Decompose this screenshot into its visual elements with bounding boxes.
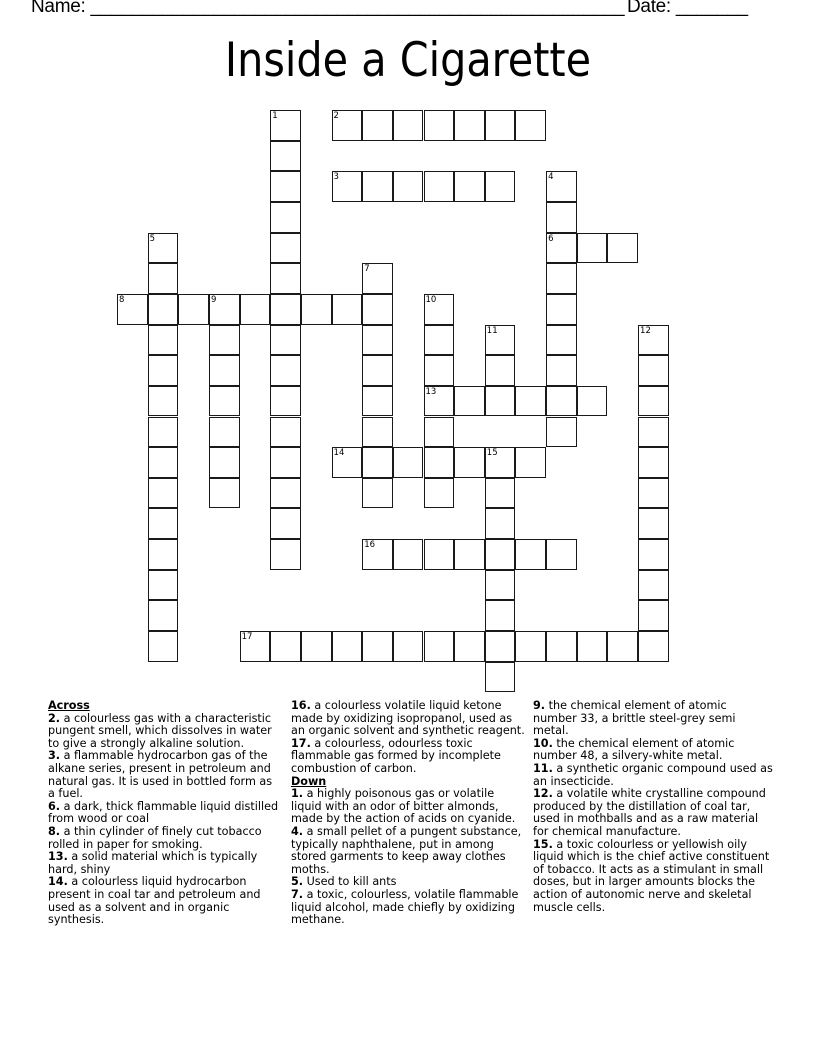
- grid-cell[interactable]: [546, 294, 577, 325]
- grid-cell[interactable]: [301, 294, 332, 325]
- clue-number: 3.: [48, 749, 61, 763]
- clue-number: 7.: [291, 887, 304, 901]
- clue-number: 6.: [48, 799, 61, 813]
- cell-number: 10: [425, 294, 437, 305]
- grid-cell[interactable]: [515, 110, 546, 141]
- grid-cell[interactable]: [424, 386, 455, 417]
- clue-number: 13.: [48, 850, 68, 864]
- clue-number: 4.: [291, 824, 304, 838]
- grid-cell[interactable]: [546, 202, 577, 233]
- grid-cell[interactable]: [638, 631, 669, 662]
- grid-cell[interactable]: [393, 110, 424, 141]
- clue-number: 8.: [48, 824, 61, 838]
- cell-number: 1: [272, 111, 278, 121]
- grid-cell[interactable]: [485, 171, 516, 202]
- grid-cell[interactable]: [485, 478, 516, 509]
- grid-cell[interactable]: [485, 386, 516, 417]
- cell-number: 11: [486, 325, 498, 336]
- grid-cell[interactable]: [362, 171, 393, 202]
- name-field-label: Name: ____________________________________________________: [31, 0, 625, 17]
- grid-cell[interactable]: [209, 417, 240, 448]
- grid-cell[interactable]: [638, 539, 669, 570]
- grid-cell[interactable]: [362, 417, 393, 448]
- grid-cell[interactable]: [270, 631, 301, 662]
- clue-number: 15.: [533, 837, 553, 851]
- grid-cell[interactable]: [638, 386, 669, 417]
- cell-number: 16: [364, 540, 376, 551]
- clue-across-8: [48, 826, 280, 851]
- cell-number: 7: [364, 264, 370, 275]
- grid-cell[interactable]: [424, 110, 455, 141]
- grid-cell[interactable]: [148, 508, 179, 539]
- grid-cell[interactable]: [240, 631, 271, 662]
- grid-cell[interactable]: [362, 539, 393, 570]
- grid-cell[interactable]: [301, 631, 332, 662]
- grid-cell[interactable]: [209, 447, 240, 478]
- grid-cell[interactable]: [270, 478, 301, 509]
- clue-down-7: [291, 889, 527, 927]
- grid-cell[interactable]: [424, 539, 455, 570]
- clue-down-11: [533, 763, 773, 788]
- grid-cell[interactable]: [362, 325, 393, 356]
- clues-column-1: [48, 700, 280, 927]
- grid-cell[interactable]: [362, 110, 393, 141]
- grid-cell[interactable]: [485, 355, 516, 386]
- grid-cell[interactable]: [148, 325, 179, 356]
- grid-cell[interactable]: [424, 478, 455, 509]
- grid-cell[interactable]: [485, 539, 516, 570]
- grid-cell[interactable]: [515, 539, 546, 570]
- clue-across-13: [48, 851, 280, 876]
- grid-cell[interactable]: [209, 294, 240, 325]
- grid-cell[interactable]: [454, 539, 485, 570]
- clue-number: 12.: [533, 787, 553, 801]
- date-field-label: Date: _______: [627, 0, 748, 17]
- grid-cell[interactable]: [424, 325, 455, 356]
- grid-cell[interactable]: [178, 294, 209, 325]
- cell-number: 2: [333, 111, 339, 121]
- grid-cell[interactable]: [424, 631, 455, 662]
- grid-cell[interactable]: [454, 110, 485, 141]
- cell-number: 13: [425, 386, 437, 397]
- clues-column-2: [291, 700, 527, 927]
- grid-cell[interactable]: [332, 294, 363, 325]
- grid-cell[interactable]: [454, 171, 485, 202]
- grid-cell[interactable]: [607, 233, 638, 264]
- clue-text: a toxic colourless or yellowish oily liquid which is the chief active constituent of tobacco. It acts as a stimulant in small doses, but in larger amounts blocks the action of autonomic nerve and skeletal muscle cells.: [533, 837, 770, 914]
- clue-number: 2.: [48, 711, 61, 725]
- grid-cell[interactable]: [485, 508, 516, 539]
- grid-cell[interactable]: [424, 355, 455, 386]
- clue-number: 14.: [48, 875, 68, 889]
- grid-cell[interactable]: [638, 447, 669, 478]
- clue-down-4: [291, 826, 527, 876]
- clue-text: a colourless liquid hydrocarbon present in coal tar and petroleum and used as a solvent and in organic synthesis.: [48, 875, 261, 927]
- grid-cell[interactable]: [270, 294, 301, 325]
- clue-number: 11.: [533, 761, 553, 775]
- grid-cell[interactable]: [148, 294, 179, 325]
- grid-cell[interactable]: [546, 417, 577, 448]
- grid-cell[interactable]: [148, 355, 179, 386]
- grid-cell[interactable]: [362, 447, 393, 478]
- grid-cell[interactable]: [546, 171, 577, 202]
- grid-cell[interactable]: [485, 110, 516, 141]
- grid-cell[interactable]: [270, 202, 301, 233]
- grid-cell[interactable]: [393, 631, 424, 662]
- grid-cell[interactable]: [362, 355, 393, 386]
- grid-cell[interactable]: [362, 294, 393, 325]
- clue-across-2: [48, 713, 280, 751]
- grid-cell[interactable]: [148, 417, 179, 448]
- grid-cell[interactable]: [332, 110, 363, 141]
- grid-cell[interactable]: [638, 600, 669, 631]
- cell-number: 4: [548, 172, 554, 183]
- grid-cell[interactable]: [577, 631, 608, 662]
- clue-text: a colourless, odourless toxic flammable gas formed by incomplete combustion of carbon.: [291, 736, 501, 775]
- grid-cell[interactable]: [270, 171, 301, 202]
- clue-text: a highly poisonous gas or volatile liquid with an odor of bitter almonds, made by the action of acids on cyanide.: [291, 787, 516, 826]
- clue-number: 16.: [291, 699, 311, 712]
- clue-number: 1.: [291, 787, 304, 801]
- grid-cell[interactable]: [515, 447, 546, 478]
- grid-cell[interactable]: [209, 355, 240, 386]
- grid-cell[interactable]: [393, 447, 424, 478]
- grid-cell[interactable]: [270, 141, 301, 172]
- grid-cell[interactable]: [577, 233, 608, 264]
- grid-cell[interactable]: [362, 631, 393, 662]
- grid-cell[interactable]: [638, 478, 669, 509]
- grid-cell[interactable]: [546, 631, 577, 662]
- grid-cell[interactable]: [148, 478, 179, 509]
- grid-cell[interactable]: [148, 233, 179, 264]
- grid-cell[interactable]: [638, 417, 669, 448]
- grid-cell[interactable]: [362, 386, 393, 417]
- clue-number: 17.: [291, 736, 311, 750]
- grid-cell[interactable]: [424, 171, 455, 202]
- grid-cell[interactable]: [270, 508, 301, 539]
- clue-text: Used to kill ants: [306, 875, 397, 889]
- grid-cell[interactable]: [148, 539, 179, 570]
- grid-cell[interactable]: [577, 386, 608, 417]
- grid-cell[interactable]: [424, 294, 455, 325]
- clue-text: the chemical element of atomic number 33, a brittle steel-grey semi metal.: [533, 699, 736, 738]
- grid-cell[interactable]: [270, 110, 301, 141]
- cell-number: 14: [333, 448, 345, 459]
- clue-across-17: [291, 738, 527, 776]
- grid-cell[interactable]: [117, 294, 148, 325]
- grid-cell[interactable]: [332, 631, 363, 662]
- clue-across-3: [48, 750, 280, 800]
- page-title: Inside a Cigarette: [224, 33, 592, 88]
- grid-cell[interactable]: [362, 263, 393, 294]
- grid-cell[interactable]: [638, 355, 669, 386]
- grid-cell[interactable]: [546, 325, 577, 356]
- clue-across-6: [48, 801, 280, 826]
- cell-number: 3: [333, 172, 339, 183]
- grid-cell[interactable]: [148, 600, 179, 631]
- clue-text: a solid material which is typically hard, shiny: [48, 850, 258, 876]
- grid-cell[interactable]: [270, 447, 301, 478]
- clue-down-10: [533, 738, 773, 763]
- grid-cell[interactable]: [332, 447, 363, 478]
- cell-number: 6: [548, 233, 554, 244]
- grid-cell[interactable]: [485, 631, 516, 662]
- clue-text: a thin cylinder of finely cut tobacco rolled in paper for smoking.: [48, 824, 262, 851]
- grid-cell[interactable]: [148, 631, 179, 662]
- grid-cell[interactable]: [270, 263, 301, 294]
- grid-cell[interactable]: [515, 631, 546, 662]
- cell-number: 17: [241, 632, 253, 643]
- clue-across-16: [291, 700, 527, 738]
- grid-cell[interactable]: [270, 417, 301, 448]
- grid-cell[interactable]: [424, 447, 455, 478]
- cell-number: 9: [210, 294, 217, 305]
- clue-down-1: [291, 788, 527, 826]
- grid-cell[interactable]: [485, 600, 516, 631]
- clue-down-12: [533, 788, 773, 838]
- grid-cell[interactable]: [424, 417, 455, 448]
- clue-across-14: [48, 876, 280, 926]
- grid-cell[interactable]: [546, 539, 577, 570]
- grid-cell[interactable]: [270, 539, 301, 570]
- grid-cell[interactable]: [209, 325, 240, 356]
- grid-cell[interactable]: [546, 355, 577, 386]
- grid-cell[interactable]: [209, 386, 240, 417]
- grid-cell[interactable]: [638, 325, 669, 356]
- grid-cell[interactable]: [148, 386, 179, 417]
- grid-cell[interactable]: [240, 294, 271, 325]
- grid-cell[interactable]: [362, 478, 393, 509]
- grid-cell[interactable]: [515, 386, 546, 417]
- grid-cell[interactable]: [270, 325, 301, 356]
- grid-cell[interactable]: [393, 539, 424, 570]
- grid-cell[interactable]: [393, 171, 424, 202]
- grid-cell[interactable]: [607, 631, 638, 662]
- clue-text: a dark, thick flammable liquid distilled from wood or coal: [48, 799, 279, 826]
- clue-text: a volatile white crystalline compound produced by the distillation of coal tar, used in mothballs and as a raw material for chemical manufacture.: [533, 787, 766, 838]
- grid-cell[interactable]: [485, 570, 516, 601]
- clue-text: a flammable hydrocarbon gas of the alkane series, present in petroleum and natural gas. It is used in bottled form as a fuel.: [48, 749, 273, 801]
- grid-cell[interactable]: [454, 631, 485, 662]
- grid-cell[interactable]: [485, 325, 516, 356]
- cell-number: 8: [119, 294, 125, 305]
- grid-cell[interactable]: [270, 355, 301, 386]
- grid-cell[interactable]: [148, 570, 179, 601]
- clue-text: a colourless volatile liquid ketone made by oxidizing isopropanol, used as an organic solvent and synthetic reagent.: [291, 699, 525, 738]
- clue-down-9: [533, 700, 773, 738]
- cell-number: 12: [640, 325, 651, 336]
- clue-down-15: [533, 839, 773, 915]
- cell-number: 15: [486, 448, 498, 459]
- clue-text: a small pellet of a pungent substance, typically naphthalene, put in among stored garments to keep away clothes moths.: [291, 824, 522, 876]
- clues-column-3: [533, 700, 773, 914]
- grid-cell[interactable]: [546, 263, 577, 294]
- clue-text: a colourless gas with a characteristic pungent smell, which dissolves in water to give a strongly alkaline solution.: [48, 711, 272, 750]
- clue-text: a synthetic organic compound used as an insecticide.: [533, 761, 773, 788]
- grid-cell[interactable]: [638, 570, 669, 601]
- grid-cell[interactable]: [546, 386, 577, 417]
- grid-cell[interactable]: [485, 662, 516, 693]
- grid-cell[interactable]: [638, 508, 669, 539]
- grid-cell[interactable]: [332, 171, 363, 202]
- grid-cell[interactable]: [270, 233, 301, 264]
- clue-text: a toxic, colourless, volatile flammable liquid alcohol, made chiefly by oxidizing methane.: [291, 887, 519, 927]
- down-heading: Down: [291, 774, 327, 788]
- clue-text: the chemical element of atomic number 48, a silvery-white metal.: [533, 736, 735, 763]
- grid-cell[interactable]: [270, 386, 301, 417]
- grid-cell[interactable]: [546, 233, 577, 264]
- clue-number: 5.: [291, 875, 304, 889]
- grid-cell[interactable]: [209, 478, 240, 509]
- grid-cell[interactable]: [485, 447, 516, 478]
- grid-cell[interactable]: [454, 386, 485, 417]
- grid-cell[interactable]: [148, 263, 179, 294]
- clue-number: 10.: [533, 736, 553, 750]
- grid-cell[interactable]: [148, 447, 179, 478]
- grid-cell[interactable]: [454, 447, 485, 478]
- across-heading: Across: [48, 699, 90, 712]
- clue-number: 9.: [533, 699, 546, 712]
- cell-number: 5: [149, 233, 156, 244]
